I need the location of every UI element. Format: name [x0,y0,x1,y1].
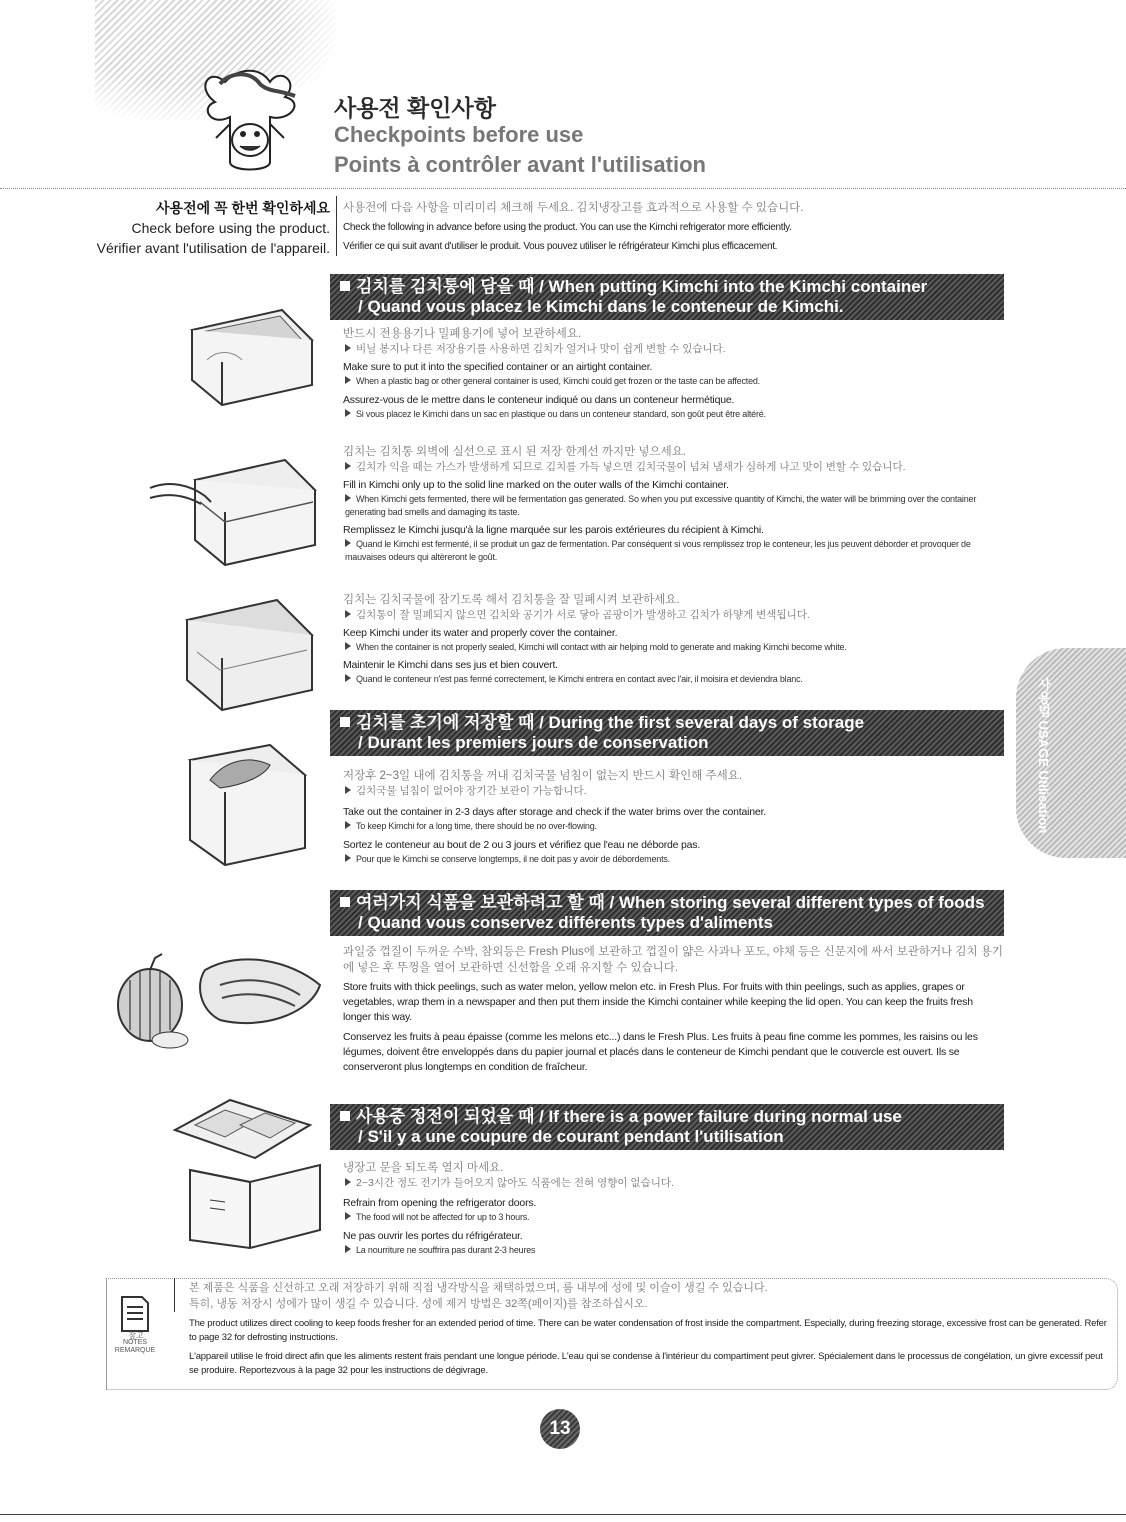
instruction-fr: Remplissez le Kimchi jusqu'à la ligne marquée sur les parois extérieures du récipient à Kimchi. [343,524,764,536]
side-tab-fr: Utilisation [1036,770,1051,834]
note-fr: La nourriture ne souffrira pas durant 2-3 heures [356,1245,536,1255]
triangle-bullet-icon [345,344,351,352]
side-tab-en: USAGE [1036,720,1051,767]
notes-en: The product utilizes direct cooling to keep foods fresher for an extended period of time. There can be water condensation of frost inside the compartment. Especially, during freezing storage, excessive frost can be generated. Refer to page 32 for defrosting instructions. [189,1318,1107,1343]
sealed-container-illustration [172,580,322,715]
triangle-bullet-icon [345,674,351,682]
note-fr: Si vous placez le Kimchi dans un sac en plastique ou dans un conteneur standard, son goût peut être altéré. [356,409,766,419]
section-header-several-foods [330,890,1004,936]
triangle-bullet-icon [345,642,351,650]
intro-divider [336,196,337,256]
fruits-illustration [110,930,330,1060]
kimchi-mascot-icon [190,62,310,177]
instruction-group [343,944,1003,1075]
side-tab-ko: 사용법 [1036,678,1051,717]
section-title: 김치를 김치통에 담을 때 / When putting Kimchi into the Kimchi container [356,277,928,296]
triangle-bullet-icon [345,1245,351,1253]
note-ko: 2~3시간 정도 전기가 들어오지 않아도 식품에는 전혀 영향이 없습니다. [356,1177,674,1189]
triangle-bullet-icon [345,821,351,829]
note-ko: 김치통이 잘 밀폐되지 않으면 김치와 공기가 서로 닿아 곰팡이가 발생하고 김치가 하얗게 변색됩니다. [356,609,810,621]
triangle-bullet-icon [345,854,351,862]
note-ko: 김치가 익을 때는 가스가 발생하게 되므로 김치를 가득 넣으면 김치국물이 넘쳐 냄새가 심하게 나고 맛이 변할 수 있습니다. [356,461,906,473]
section-title: 여러가지 식품을 보관하려고 할 때 / When storing several different types of foods [356,893,985,912]
intro-right [343,199,1103,256]
bottom-rule [0,1514,1126,1515]
notes-fr: L'appareil utilise le froid direct afin que les aliments restent frais pendant une longue période. L'eau qui se condense à l'intérieur du compartiment peut givrer. Spécialement dans le processus de congélation, un givre excessif peut se produire. Reportezvous à la page 32 pour les instructions de dégivrage. [189,1351,1103,1376]
triangle-bullet-icon [345,376,351,384]
notes-label-fr: REMARQUE [114,1347,156,1354]
instruction-ko: 냉장고 문을 되도록 열지 마세요. [343,1162,504,1174]
note-en: To keep Kimchi for a long time, there should be no over-flowing. [356,821,597,831]
notes-ko-line2: 특히, 냉동 저장시 성에가 많이 생길 수 있습니다. 성에 제거 방법은 32쪽(페이지)를 참조하십시오. [189,1298,648,1310]
square-bullet-icon [340,1111,350,1121]
instruction-ko: 저장후 2~3일 내에 김치통을 꺼내 김치국물 넘침이 없는지 반드시 확인해 주세요. [343,770,743,782]
instruction-en: Make sure to put it into the specified container or an airtight container. [343,361,653,373]
triangle-bullet-icon [345,462,351,470]
intro-left [0,198,330,258]
note-en: When a plastic bag or other general container is used, Kimchi could get frozen or the taste can be affected. [356,376,760,386]
notes-ko-line1: 본 제품은 식품을 신선하고 오래 저장하기 위해 직접 냉각방식을 채택하였으며, 룸 내부에 성에 및 이슬이 생길 수 있습니다. [189,1282,768,1294]
section-header-putting-kimchi [330,274,1004,320]
section-title: 김치를 초기에 저장할 때 / During the first several days of storage [356,713,865,732]
title-divider [0,188,1126,189]
notes-label-en: NOTES [122,1339,148,1346]
square-bullet-icon [340,717,350,727]
section-subtitle: / S'il y a une coupure de courant pendant l'utilisation [358,1127,784,1146]
section-subtitle: / Quand vous conservez différents types d'aliments [358,913,773,932]
instruction-en: Keep Kimchi under its water and properly cover the container. [343,627,618,639]
section-title: 사용중 정전이 되었을 때 / If there is a power failure during normal use [356,1107,902,1126]
instruction-ko: 과일중 껍질이 두꺼운 수박, 참외등은 Fresh Plus에 보관하고 껍질이 얇은 사과나 포도, 야채 등은 신문지에 싸서 보관하거나 김치 용기에 넣은 후 뚜껑을 열어 보관하면 신선함을 오래 유지할 수 있습니다. [343,946,1004,974]
square-bullet-icon [340,897,350,907]
instruction-en: Fill in Kimchi only up to the solid line marked on the outer walls of the Kimchi container. [343,479,729,491]
instruction-en: Refrain from opening the refrigerator doors. [343,1197,537,1209]
notes-text [189,1280,1109,1378]
instruction-en: Take out the container in 2-3 days after storage and check if the water brims over the container. [343,806,767,818]
instruction-fr: Conservez les fruits à peau épaisse (comme les melons etc...) dans le Fresh Plus. Les fruits à peau fine comme les pommes, les raisins ou les légumes, doivent être enveloppés dans du papier journal et placés dans le conteneur de Kimchi pendant que le couvercle est ouvert. Ils se conserveront plus longtemps en condition de fraîcheur. [343,1031,978,1073]
square-bullet-icon [340,281,350,291]
section-subtitle: / Quand vous placez le Kimchi dans le conteneur de Kimchi. [358,297,844,316]
instruction-ko: 김치는 김치통 외벽에 실선으로 표시 된 저장 한계선 까지만 넣으세요. [343,446,686,458]
instruction-ko: 김치는 김치국물에 잠기도록 해서 김치통을 잘 밀폐시켜 보관하세요. [343,594,680,606]
instruction-group [343,444,1003,564]
triangle-bullet-icon [345,610,351,618]
instruction-fr: Assurez-vous de le mettre dans le conteneur indiqué ou dans un conteneur hermétique. [343,394,735,406]
instruction-fr: Ne pas ouvrir les portes du réfrigérateur. [343,1230,523,1242]
note-ko: 김치국물 넘침이 없어야 장기간 보관이 가능합니다. [356,785,587,797]
intro-right-fr: Vérifier ce qui suit avant d'utiliser le produit. Vous pouvez utiliser le réfrigérateur Kimchi plus efficacement. [343,241,778,252]
intro-left-fr: Vérifier avant l'utilisation de l'appareil. [96,240,330,256]
instruction-group [343,326,1003,421]
kimchi-storage-container-illustration [170,730,320,870]
triangle-bullet-icon [345,409,351,417]
airtight-container-illustration [172,290,322,410]
instruction-fr: Maintenir le Kimchi dans ses jus et bien couvert. [343,659,558,671]
note-ko: 비닐 봉지나 다른 저장용기를 사용하면 김치가 얼거나 맛이 쉽게 변할 수 있습니다. [356,343,726,355]
page-title-fr: Points à contrôler avant l'utilisation [334,152,706,177]
kimchi-refrigerator-illustration [170,1090,330,1250]
triangle-bullet-icon [345,1212,351,1220]
intro-right-en: Check the following in advance before using the product. You can use the Kimchi refrigerator more efficiently. [343,222,792,233]
instruction-group [343,592,1003,686]
instruction-group [343,1160,1003,1257]
note-en: When the container is not properly sealed, Kimchi will contact with air helping mold to generate and making Kimchi become white. [356,642,847,652]
intro-left-ko: 사용전에 꼭 한번 확인하세요 [156,200,330,216]
usage-side-tab [1016,648,1126,858]
note-en: When Kimchi gets fermented, there will be fermentation gas generated. So when you put excessive quantity of Kimchi, the water will be brimming over the container generating bad smells and damaging its taste. [345,494,977,517]
section-header-first-days-storage [330,710,1004,756]
triangle-bullet-icon [345,539,351,547]
section-header-power-failure [330,1104,1004,1150]
instruction-en: Store fruits with thick peelings, such as water melon, yellow melon etc. in Fresh Plus. For fruits with thin peelings, such as applies, grapes or vegetables, wrap them in a newspaper and then put them inside the Kimchi container while keeping the lid open. You can keep the fruits fresh longer this way. [343,981,973,1023]
intro-right-ko: 사용전에 다음 사항을 미리미리 체크해 두세요. 김치냉장고를 효과적으로 사용할 수 있습니다. [343,202,804,214]
intro-left-en: Check before using the product. [131,220,330,236]
instruction-ko: 반드시 전용용기나 밀폐용기에 넣어 보관하세요. [343,328,582,340]
instruction-fr: Sortez le conteneur au bout de 2 ou 3 jours et vérifiez que l'eau ne déborde pas. [343,839,701,851]
section-subtitle: / Durant les premiers jours de conservation [358,733,709,752]
page-title-en: Checkpoints before use [334,122,584,147]
triangle-bullet-icon [345,494,351,502]
triangle-bullet-icon [345,786,351,794]
note-fr: Quand le Kimchi est fermenté, il se produit un gaz de fermentation. Par conséquent si vous remplissez trop le conteneur, les jus peuvent déborder et provoquer de mauvaises odeurs qui altèreront le goût. [345,539,971,562]
notes-divider [174,1278,175,1312]
fill-line-container-illustration [145,440,325,570]
page-title-ko: 사용전 확인사항 [334,95,496,121]
instruction-group [343,768,1003,866]
note-en: The food will not be affected for up to 3 hours. [356,1212,530,1222]
note-fr: Pour que le Kimchi se conserve longtemps, il ne doit pas y avoir de débordements. [356,854,670,864]
page-number: 13 [540,1409,580,1449]
notes-label-ko: 참고 [128,1331,144,1340]
triangle-bullet-icon [345,1178,351,1186]
note-fr: Quand le conteneur n'est pas fermé correctement, le Kimchi entrera en contact avec l'air, il moisira et deviendra blanc. [356,674,803,684]
